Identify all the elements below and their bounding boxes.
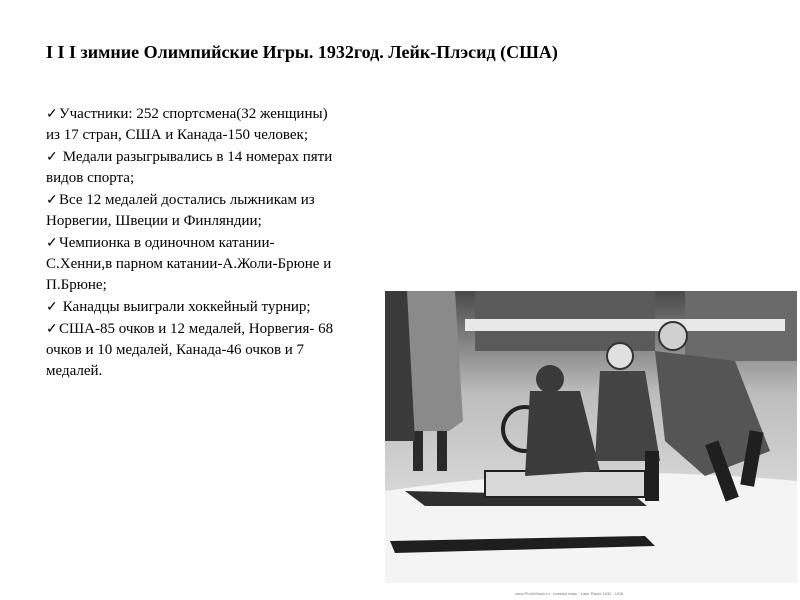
bullet-item: [46, 319, 336, 382]
bullet-item: [46, 233, 336, 296]
check-icon: ✓: [46, 150, 58, 165]
bullet-list: [46, 104, 336, 383]
bullet-text: Канадцы выиграли хоккейный турнир;: [59, 299, 311, 315]
check-icon: ✓: [46, 322, 58, 337]
bullet-text: Медали разыгрывались в 14 номерах пяти видов спорта;: [46, 149, 333, 186]
check-icon: ✓: [46, 236, 58, 251]
slide-title: I I I зимние Олимпийские Игры. 1932год. Лейк-Плэсид (США): [46, 42, 558, 62]
bullet-item: [46, 104, 336, 146]
bullet-text: Все 12 медалей достались лыжникам из Норвегии, Швеции и Финляндии;: [46, 192, 315, 229]
bullet-text: Чемпионка в одиночном катании-С.Хенни,в парном катании-А.Жоли-Брюне и П.Брюне;: [46, 235, 332, 293]
bullet-text: Участники: 252 спортсмена(32 женщины) из 17 стран, США и Канада-150 человек;: [46, 106, 328, 143]
check-icon: ✓: [46, 193, 58, 208]
bullet-text: США-85 очков и 12 медалей, Норвегия- 68 очков и 10 медалей, Канада-46 очков и 7 медалей.: [46, 321, 334, 379]
photo-caption: www.PhotoStock.ru · bobsled team · Lake Placid 1932 · USA: [515, 591, 624, 596]
bobsled-photo: [385, 291, 797, 583]
check-icon: ✓: [46, 107, 58, 122]
bullet-item: [46, 190, 336, 232]
bullet-item: [46, 147, 336, 189]
check-icon: ✓: [46, 300, 58, 315]
bullet-item: [46, 297, 336, 318]
